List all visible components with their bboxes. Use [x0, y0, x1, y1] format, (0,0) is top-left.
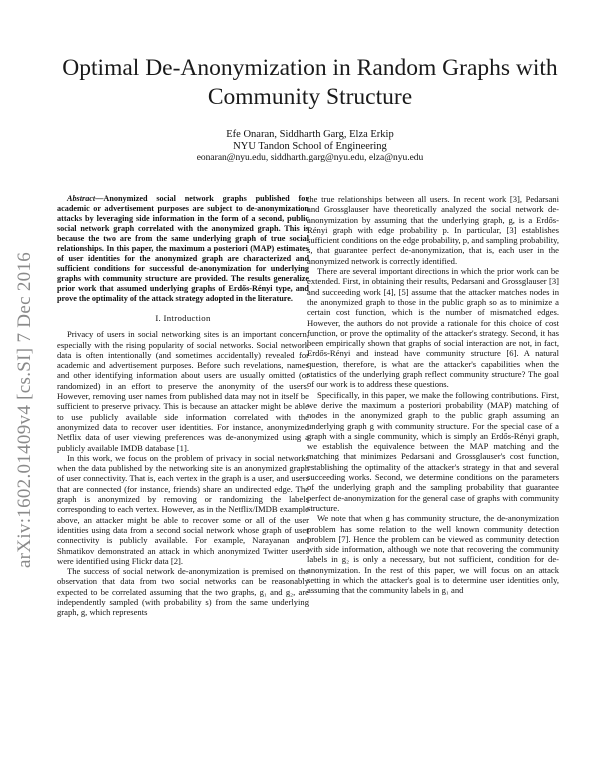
left-paragraph-3: The success of social network de-anonymization is premised on the observation that data from two social networks can be reasonably expected to be correlated assuming that the two graphs, g₁ and g₂, are independently sampled (with probability s) from the same underlying graph, g, which represents	[57, 566, 309, 618]
paper-title: Optimal De-Anonymization in Random Graphs with Community Structure	[62, 55, 558, 110]
arxiv-stamp	[10, 230, 40, 590]
authors: Efe Onaran, Siddharth Garg, Elza Erkip	[226, 129, 394, 140]
left-paragraph-2: In this work, we focus on the problem of privacy in social networks when the data published by the networking site is an anonymized graph of user connectivity. That is, each vertex in the graph is a user, and users that are connected (for instance, friends) share an undirected edge. The graph is anonymized by removing or randomizing the labels corresponding to each vertex. However, as in the Netflix/IMDB example above, an attacker might be able to recover some or all of the user identities using data from a second social network whose graph of user connectivity is publicly available. For example, Narayanan and Shmatikov demonstrated an attack in which anonymized Twitter users were identified using Flickr data [2].	[57, 452, 309, 566]
right-column	[307, 194, 559, 596]
right-paragraph-3: Specifically, in this paper, we make the following contributions. First, we derive the maximum a posteriori probability (MAP) matching of nodes in the anonymized graph to the public graph assuming an underlying graph g with community structure. For the special case of a graph with a single community, which is simply an Erdős-Rényi graph, we establish the equivalence between the MAP matching and the matching that minimizes Pedarsani and Grossglauser's cost function, establishing the optimality of the attacker's strategy in that and several succeeding works. Second, we determine conditions on the parameters of the underlying graph and the sampling probability that guarantee perfect de-anonymization for the general case of graphs with community structure.	[307, 389, 559, 513]
left-paragraph-1: Privacy of users in social networking sites is an important concern, especially with the rising popularity of social networks. Social network data is often intentionally (and sometimes accidentally) revealed for academic and advertisement purposes. Before such revelations, names and other identifying information about users are usually omitted (or randomized) in an effort to preserve the anonymity of the users. However, removing user names from published data may not in itself be sufficient to preserve privacy. This is because an attacker might be able to use publicly available side information correlated with the anonymized data to recover user identities. For instance, anonymized Netflix data of user viewing preferences was de-anonymized using a publicly available IMDB database [1].	[57, 329, 309, 453]
affiliation: NYU Tandon School of Engineering	[233, 141, 387, 152]
abstract-text: —Anonymized social network graphs published for academic or advertisement purposes are subject to de-anonymization attacks by leveraging side information in the form of a second, public social network graph correlated with the anonymized graph. This is because the two are from the same underlying graph of true social relationships. In this paper, the maximum a posteriori (MAP) estimates of user identities for the anonymized graph are characterized and sufficient conditions for successful de-anonymization for underlying graphs with community structure are provided. The results generalize prior work that assumed underlying graphs of Erdős-Rényi type, and prove the optimality of the attack strategy adopted in the literature.	[57, 194, 309, 303]
arxiv-stamp-text: arXiv:1602.01409v4 [cs.SI] 7 Dec 2016	[14, 251, 35, 569]
left-column	[57, 194, 309, 618]
abstract	[57, 194, 309, 304]
right-paragraph-4: We note that when g has community structure, the de-anonymization problem has some relation to the well known community detection problem [7]. Hence the problem can be viewed as community detection with side information, although we note that recovering the community labels in g₂ is only a necessary, but not sufficient, condition for de-anonymization. In the rest of this paper, we will focus on an attack setting in which the attacker's goal is to determine user identities only, assuming that the community labels in g₁ and	[307, 513, 559, 596]
abstract-label: Abstract	[67, 194, 96, 203]
section-heading: I. Introduction	[155, 313, 211, 323]
emails: eonaran@nyu.edu, siddharth.garg@nyu.edu, elza@nyu.edu	[196, 153, 424, 163]
right-paragraph-2: There are several important directions in which the prior work can be extended. First, in obtaining their results, Pedarsani and Grossglauser [3] and succeeding work [4], [5] assume that the attacker matches nodes in the anonymized graph to those in the public graph so as to minimize a certain cost function, which is the number of mismatched edges. However, the authors do not provide a rationale for this choice of cost function, or prove the optimality of the attacker's strategy. Second, it has been empirically shown that graphs of social interaction are not, in fact, Erdős-Rényi and instead have community structure [6]. A natural question, therefore, is what are the attacker's capabilities when the statistics of the underlying graph reflect community structure? The goal of our work is to address these questions.	[307, 266, 559, 390]
right-paragraph-1: the true relationships between all users. In recent work [3], Pedarsani and Grossglauser have theoretically analyzed the social network de-anonymization by assuming that the underlying graph, g, is a Erdős-Rényi graph with edge probability p. In particular, [3] establishes sufficient conditions on the edge probability, p, and sampling probability, s, that guarantee perfect de-anonymization, that is, each user in the anonymized network is correctly identified.	[307, 194, 559, 266]
